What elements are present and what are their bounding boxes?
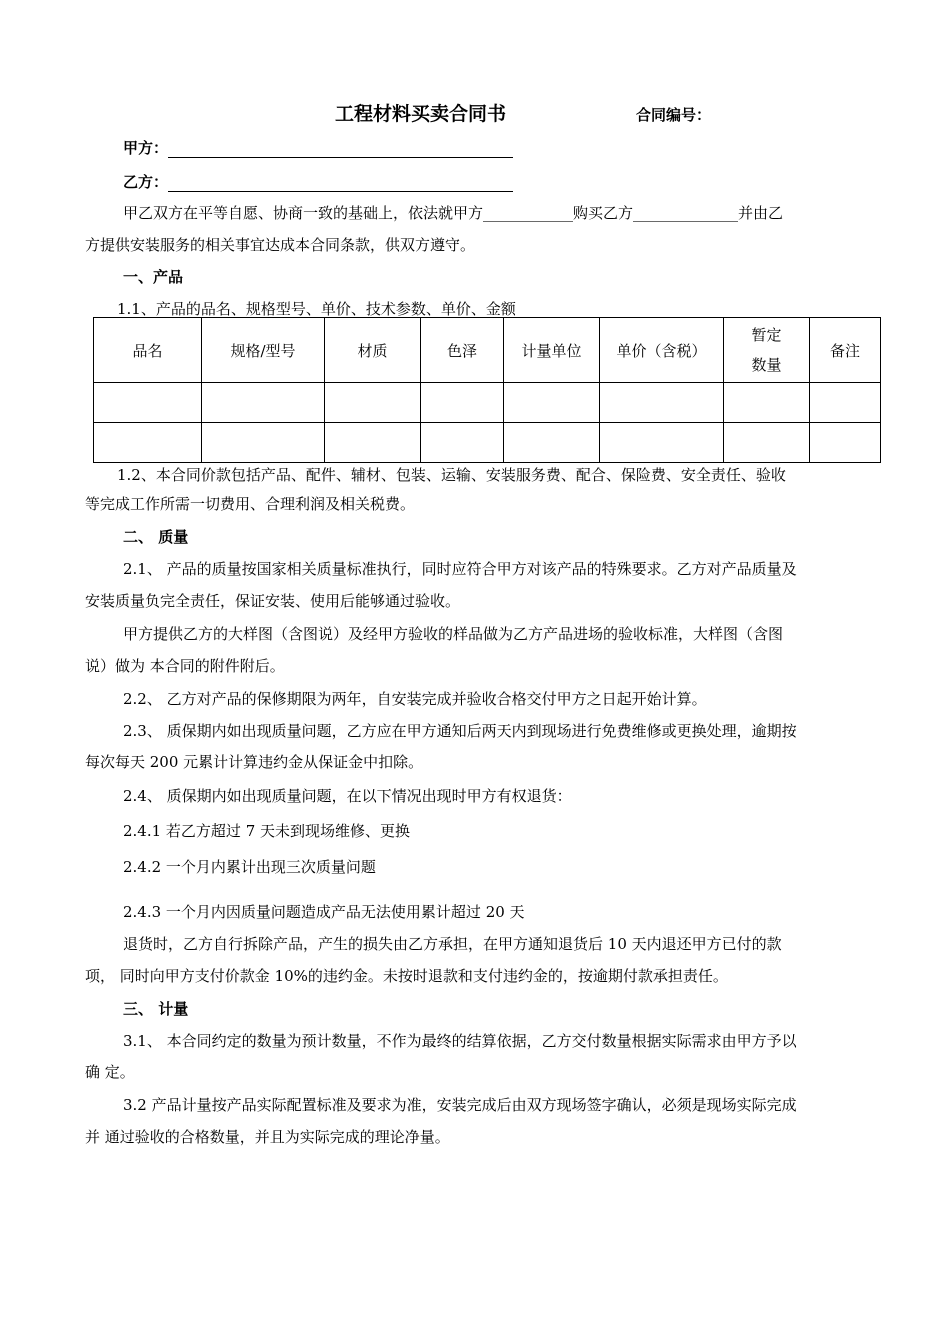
party-a-blank[interactable] <box>168 139 513 158</box>
header-unit: 计量单位 <box>504 318 600 383</box>
sample-line-1: 甲方提供乙方的大样图（含图说）及经甲方验收的样品做为乙方产品进场的验收标准，大样图（含图 <box>123 625 784 643</box>
item-3-1-line-1: 3.1、 本合同约定的数量为预计数量，不作为最终的结算依据，乙方交付数量根据实际需求由甲方予以 <box>123 1032 797 1050</box>
table-cell[interactable] <box>325 383 421 423</box>
party-a-label: 甲方： <box>123 139 169 157</box>
party-a-line <box>123 137 513 158</box>
item-3-2-line-2: 并 通过验收的合格数量，并且为实际完成的理论净量。 <box>85 1128 450 1146</box>
item-1-2-line-2: 等完成工作所需一切费用、合理利润及相关税费。 <box>85 495 416 513</box>
header-quantity-line2: 数量 <box>751 356 782 374</box>
table-cell[interactable] <box>94 383 202 423</box>
contract-number-label: 合同编号： <box>636 106 712 124</box>
table-cell[interactable] <box>202 383 325 423</box>
header-spec-model: 规格/型号 <box>202 318 325 383</box>
item-2-3-line-2: 每次每天 200 元累计计算违约金从保证金中扣除。 <box>85 753 424 771</box>
section-1-heading: 一、产品 <box>123 268 184 286</box>
party-b-label: 乙方： <box>123 173 169 191</box>
document-title: 工程材料买卖合同书 <box>335 103 507 125</box>
header-remarks: 备注 <box>810 318 881 383</box>
intro-blank-1: ____________ <box>483 204 574 222</box>
table-row <box>94 423 881 463</box>
table-cell[interactable] <box>724 423 810 463</box>
table-cell[interactable] <box>94 423 202 463</box>
header-quantity <box>724 318 810 383</box>
item-1-2-line-1: 1.2、本合同价款包括产品、配件、辅材、包装、运输、安装服务费、配合、保险费、安全责任、验收 <box>117 466 786 484</box>
header-product-name: 品名 <box>94 318 202 383</box>
table-cell[interactable] <box>202 423 325 463</box>
intro-text-1: 甲乙双方在平等自愿、协商一致的基础上，依法就甲方 <box>123 204 484 222</box>
party-b-line <box>123 171 513 192</box>
item-3-2-line-1: 3.2 产品计量按产品实际配置标准及要求为准，安装完成后由双方现场签字确认，必须是现场实际完成 <box>123 1096 797 1114</box>
table-row <box>94 383 881 423</box>
item-2-1-line-2: 安装质量负完全责任，保证安装、使用后能够通过验收。 <box>85 592 461 610</box>
table-cell[interactable] <box>724 383 810 423</box>
intro-line-1 <box>123 202 783 223</box>
item-3-1-line-2: 确 定。 <box>85 1063 135 1081</box>
table-cell[interactable] <box>600 383 724 423</box>
section-3-heading: 三、 计量 <box>123 1000 189 1018</box>
table-cell[interactable] <box>325 423 421 463</box>
table-cell[interactable] <box>504 383 600 423</box>
table-cell[interactable] <box>421 383 504 423</box>
item-2-4: 2.4、 质保期内如出现质量问题，在以下情况出现时甲方有权退货： <box>123 787 572 805</box>
intro-text-3: 并由乙 <box>738 204 784 222</box>
item-1-1: 1.1、产品的品名、规格型号、单价、技术参数、单价、金额 <box>117 300 516 318</box>
item-2-1-line-1: 2.1、 产品的质量按国家相关质量标准执行，同时应符合甲方对该产品的特殊要求。乙方对产品质量及 <box>123 560 797 578</box>
return-line-1: 退货时，乙方自行拆除产品，产生的损失由乙方承担，在甲方通知退货后 10 天内退还甲方已付的款 <box>123 935 782 953</box>
table-cell[interactable] <box>600 423 724 463</box>
sample-line-2: 说）做为 本合同的附件附后。 <box>85 657 285 675</box>
table-cell[interactable] <box>421 423 504 463</box>
table-cell[interactable] <box>810 423 881 463</box>
return-line-2: 项， 同时向甲方支付价款金 10%的违约金。未按时退款和支付违约金的，按逾期付款承担责任。 <box>85 967 728 985</box>
intro-blank-2: ______________ <box>633 204 739 222</box>
section-2-heading: 二、 质量 <box>123 528 189 546</box>
party-b-blank[interactable] <box>168 173 513 192</box>
table-cell[interactable] <box>504 423 600 463</box>
table-cell[interactable] <box>810 383 881 423</box>
item-2-2: 2.2、 乙方对产品的保修期限为两年，自安装完成并验收合格交付甲方之日起开始计算。 <box>123 690 707 708</box>
intro-text-2: 购买乙方 <box>573 204 634 222</box>
item-2-3-line-1: 2.3、 质保期内如出现质量问题，乙方应在甲方通知后两天内到现场进行免费维修或更换处理，逾期按 <box>123 722 797 740</box>
header-material: 材质 <box>325 318 421 383</box>
header-color: 色泽 <box>421 318 504 383</box>
item-2-4-3: 2.4.3 一个月内因质量问题造成产品无法使用累计超过 20 天 <box>123 903 525 921</box>
table-header-row <box>94 318 881 383</box>
item-2-4-1: 2.4.1 若乙方超过 7 天未到现场维修、更换 <box>123 822 411 840</box>
header-quantity-line1: 暂定 <box>751 326 782 344</box>
intro-line-2: 方提供安装服务的相关事宜达成本合同条款，供双方遵守。 <box>85 236 476 254</box>
product-table <box>93 317 881 463</box>
item-2-4-2: 2.4.2 一个月内累计出现三次质量问题 <box>123 858 376 876</box>
header-unit-price: 单价（含税） <box>600 318 724 383</box>
